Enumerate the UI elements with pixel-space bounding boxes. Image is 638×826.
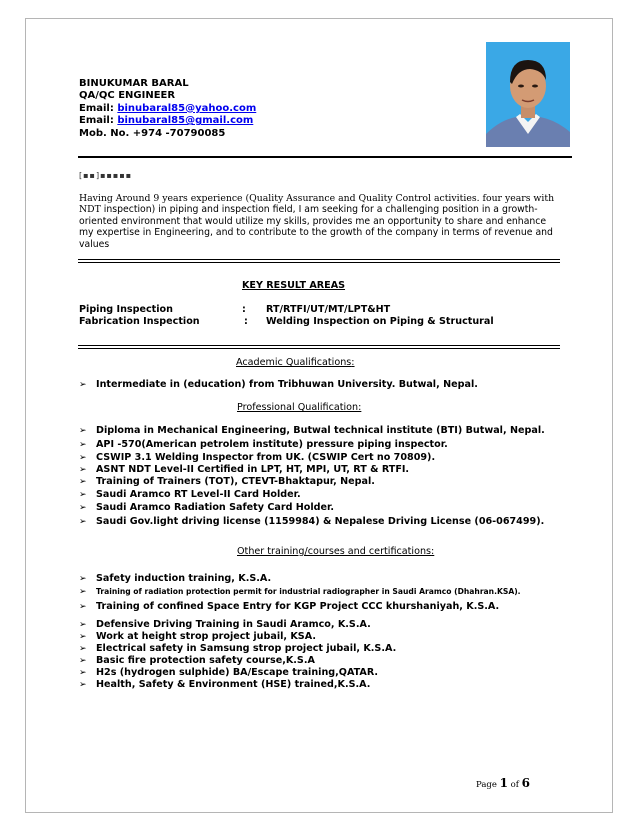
arrow-bullet-icon: ➢ (79, 380, 87, 390)
arrow-bullet-icon: ➢ (79, 644, 87, 654)
kra-separator: : (242, 304, 246, 315)
career-summary (79, 193, 557, 250)
email-line-1: Email: binubaral85@yahoo.com (79, 102, 257, 114)
page-footer: Page 1 of 6 (476, 776, 530, 790)
email-link-yahoo[interactable]: binubaral85@yahoo.com (117, 102, 257, 114)
list-item: ➢ Intermediate in (education) from Tribhuwan University. Butwal, Nepal. (79, 379, 478, 390)
professional-heading: Professional Qualification: (237, 402, 362, 413)
summary-heading: [▪▪]▪▪▪▪▪ (79, 171, 133, 180)
job-title: QA/QC ENGINEER (79, 90, 176, 102)
kra-label: Piping Inspection (79, 304, 173, 315)
list-item: ➢ Training of Trainers (TOT), CTEVT-Bhaktapur, Nepal. (79, 476, 375, 487)
arrow-bullet-icon: ➢ (79, 602, 87, 612)
summary-first-line: Having Around 9 years experience (Quality Assurance and Quality Control activities. four years with NDT (79, 193, 555, 216)
kra-value: RT/RTFI/UT/MT/LPT&HT (266, 304, 391, 315)
profile-photo (486, 42, 570, 147)
kra-heading: KEY RESULT AREAS (242, 280, 346, 291)
arrow-bullet-icon: ➢ (79, 656, 87, 666)
list-item: ➢ Electrical safety in Samsung strop project jubail, K.S.A. (79, 643, 397, 654)
arrow-bullet-icon: ➢ (79, 490, 87, 500)
list-item: ➢ Safety induction training, K.S.A. (79, 573, 272, 584)
email-link-gmail[interactable]: binubaral85@gmail.com (117, 115, 254, 127)
arrow-bullet-icon: ➢ (79, 477, 87, 487)
list-item: ➢ ASNT NDT Level-II Certified in LPT, HT, MPI, UT, RT & RTFI. (79, 464, 410, 475)
list-item: ➢ H2s (hydrogen sulphide) BA/Escape training,QATAR. (79, 667, 379, 678)
header-divider (78, 156, 572, 158)
kra-label: Fabrication Inspection (79, 316, 200, 327)
arrow-bullet-icon: ➢ (79, 574, 87, 584)
email-line-2: Email: binubaral85@gmail.com (79, 115, 254, 127)
kra-separator: : (244, 316, 248, 327)
page-total: 6 (521, 776, 530, 790)
list-item: ➢ Saudi Aramco Radiation Safety Card Holder. (79, 502, 335, 513)
kra-divider (78, 345, 560, 349)
list-item: ➢ CSWIP 3.1 Welding Inspector from UK. (CSWIP Cert no 70809). (79, 452, 436, 463)
arrow-bullet-icon: ➢ (79, 503, 87, 513)
list-item: ➢ Saudi Gov.light driving license (1159984) & Nepalese Driving License (06-067499). (79, 516, 545, 527)
list-item: ➢ Training of radiation protection permit for industrial radiographer in Saudi Aramco (Dhahran.KSA). (79, 587, 521, 597)
list-item: ➢ Training of confined Space Entry for KGP Project CCC khurshaniyah, K.S.A. (79, 601, 500, 612)
mobile-number: Mob. No. +974 -70790085 (79, 127, 226, 139)
arrow-bullet-icon: ➢ (79, 587, 87, 597)
arrow-bullet-icon: ➢ (79, 620, 87, 630)
arrow-bullet-icon: ➢ (79, 426, 87, 436)
arrow-bullet-icon: ➢ (79, 668, 87, 678)
arrow-bullet-icon: ➢ (79, 453, 87, 463)
arrow-bullet-icon: ➢ (79, 440, 87, 450)
training-heading: Other training/courses and certifications: (237, 546, 435, 557)
contact-header (79, 78, 256, 140)
page-number: 1 (499, 776, 508, 790)
list-item: ➢ Saudi Aramco RT Level-II Card Holder. (79, 489, 301, 500)
list-item: ➢ Health, Safety & Environment (HSE) trained,K.S.A. (79, 679, 371, 690)
academic-heading: Academic Qualifications: (236, 357, 355, 368)
arrow-bullet-icon: ➢ (79, 465, 87, 475)
summary-rest: inspection) in piping and inspection field, I am seeking for a challenging position in a growth-oriented environment that would utilize my skills, provides me an opportunity to share and enhance my expertise in Engineering, and to contribute to the growth of the company in terms of revenue and values (79, 204, 553, 250)
arrow-bullet-icon: ➢ (79, 632, 87, 642)
arrow-bullet-icon: ➢ (79, 680, 87, 690)
list-item: ➢ Defensive Driving Training in Saudi Aramco, K.S.A. (79, 619, 371, 630)
list-item: ➢ API -570(American petrolem institute) pressure piping inspector. (79, 439, 448, 450)
summary-divider (78, 259, 560, 263)
kra-value: Welding Inspection on Piping & Structural (266, 316, 494, 327)
arrow-bullet-icon: ➢ (79, 517, 87, 527)
list-item: ➢ Diploma in Mechanical Engineering, Butwal technical institute (BTI) Butwal, Nepal. (79, 425, 545, 436)
list-item: ➢ Basic fire protection safety course,K.S.A (79, 655, 315, 666)
candidate-name: BINUKUMAR BARAL (79, 78, 189, 89)
list-item: ➢ Work at height strop project jubail, KSA. (79, 631, 316, 642)
